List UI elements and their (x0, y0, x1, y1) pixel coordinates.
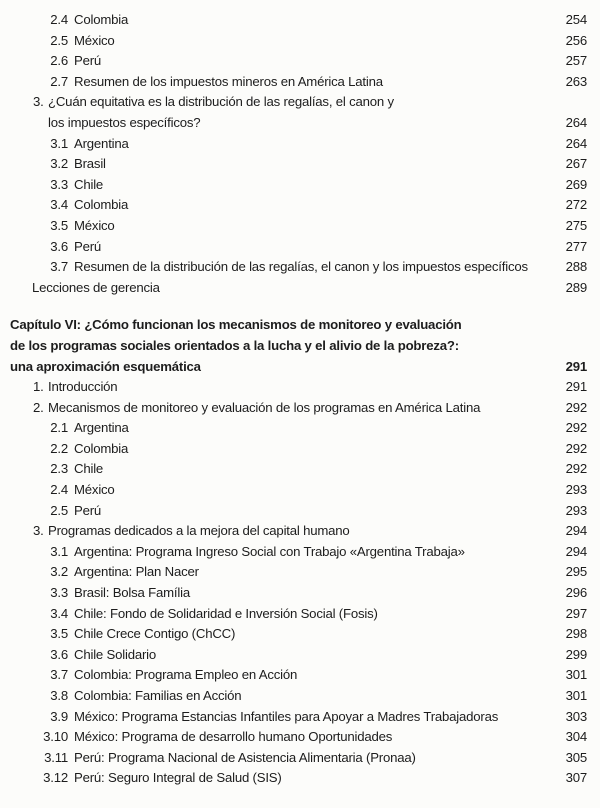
toc-entry-page: 289 (565, 279, 587, 295)
toc-entry-page: 292 (565, 461, 587, 477)
toc-entry-label: Chile (74, 176, 104, 192)
toc-entry-label: Mecanismos de monitoreo y evaluación de los programas en América Latina (48, 399, 481, 415)
toc-entry-number: 3.1 (50, 135, 68, 151)
toc-entry (10, 175, 587, 196)
toc-entry (10, 645, 587, 666)
toc-entry-page: 307 (565, 770, 587, 786)
toc-entry-label: Perú: Seguro Integral de Salud (SIS) (74, 770, 282, 786)
toc-entry (10, 278, 587, 299)
toc-entry-page: 297 (565, 605, 587, 621)
toc-entry (10, 583, 587, 604)
toc-entry-label: Resumen de la distribución de las regalías, el canon y los impuestos específicos (74, 259, 528, 275)
toc-entry (10, 398, 587, 419)
toc-entry-label: Brasil (74, 156, 106, 172)
toc-entry-page: 277 (565, 238, 587, 254)
toc-entry-label: Chile Crece Contigo (ChCC) (74, 626, 236, 642)
toc-entry-page: 254 (565, 12, 587, 27)
toc-entry (10, 480, 587, 501)
toc-entry-label: Colombia (74, 12, 129, 27)
toc-entry (10, 134, 587, 155)
toc-entry-label: Colombia (74, 197, 129, 213)
toc-entry (10, 562, 587, 583)
toc-entry-label: México (74, 32, 115, 48)
toc-entry-label: Perú: Programa Nacional de Asistencia Alimentaria (Pronaa) (74, 749, 416, 765)
toc-entry-label: Resumen de los impuestos mineros en América Latina (74, 73, 383, 89)
toc-entry-number: 2.2 (50, 440, 68, 456)
toc-entry (10, 195, 587, 216)
toc-entry-number: 3.4 (50, 605, 68, 621)
toc-entry-label: Introducción (48, 379, 118, 395)
toc-entry-label: Brasil: Bolsa Família (74, 585, 190, 601)
toc-entry-number: 2.6 (50, 53, 68, 69)
toc-entry-page: 267 (565, 156, 587, 172)
toc-entry (10, 31, 587, 52)
toc-entry-label: Perú (74, 502, 102, 518)
toc-entry-page: 292 (565, 399, 587, 415)
toc-entry-label: México (74, 482, 115, 498)
toc-entry-page: 303 (565, 708, 587, 724)
toc-entry-number: 3. (33, 94, 44, 110)
toc-entry-number: 1. (33, 379, 44, 395)
toc-entry-label: Colombia (74, 440, 129, 456)
toc-entry-page: 295 (565, 564, 587, 580)
toc-entry-label: México: Programa de desarrollo humano Oportunidades (74, 729, 393, 745)
toc-entry-number: 2.5 (50, 502, 68, 518)
toc-entry-continuation (10, 113, 587, 134)
chapter-title-text: Capítulo VI: ¿Cómo funcionan los mecanismos de monitoreo y evaluación (10, 317, 462, 333)
toc-entry-number: 3.6 (50, 646, 68, 662)
toc-entry-page: 275 (565, 217, 587, 233)
toc-entry (10, 154, 587, 175)
toc-entry-number: 3.11 (44, 749, 68, 765)
toc-entry-label: Argentina (74, 135, 129, 151)
toc-entry-page: 272 (565, 197, 587, 213)
toc-entry-number: 3.5 (50, 626, 68, 642)
toc-entry-label: Argentina (74, 420, 129, 436)
toc-entry-page: 291 (565, 379, 587, 395)
toc-entry-page: 294 (565, 523, 587, 539)
toc-entry (10, 521, 587, 542)
toc-entry-number: 3.9 (50, 708, 68, 724)
toc-entry-label: Colombia: Familias en Acción (74, 688, 242, 703)
toc-entry (10, 92, 587, 113)
toc-entry-number: 3.7 (50, 667, 68, 683)
chapter-heading-line (10, 357, 587, 378)
toc-entry-number: 3. (33, 523, 44, 539)
toc-entry-number: 3.12 (43, 770, 68, 786)
chapter-heading-line (10, 315, 587, 336)
toc-entry-page: 269 (565, 176, 587, 192)
toc-entry-page: 256 (565, 32, 587, 48)
toc-entry-page: 296 (565, 585, 587, 601)
toc-entry-number: 2. (33, 399, 44, 415)
toc-entry (10, 686, 587, 707)
toc-entry (10, 439, 587, 460)
toc-entry-page: 304 (565, 729, 587, 745)
toc-entry-number: 3.2 (50, 156, 68, 172)
toc-entry (10, 10, 587, 31)
chapter-heading-line (10, 336, 587, 357)
toc-entry-number: 2.5 (50, 32, 68, 48)
toc-entry-page: 264 (565, 135, 587, 151)
chapter-page: 291 (565, 358, 587, 374)
toc-entry (10, 257, 587, 278)
toc-entry-label: Lecciones de gerencia (32, 279, 160, 295)
toc-entry-page: 298 (565, 626, 587, 642)
toc-entry-label: México (74, 217, 115, 233)
toc-entry-label: Chile (74, 461, 104, 477)
toc-entry-number: 3.3 (50, 585, 68, 601)
toc-entry-number: 2.1 (50, 420, 68, 436)
chapter-title-text: de los programas sociales orientados a la lucha y el alivio de la pobreza?: (10, 337, 459, 353)
toc-entry-page: 293 (565, 502, 587, 518)
toc-entry (10, 665, 587, 686)
toc-entry-label: Perú (74, 238, 102, 254)
toc-entry-label: los impuestos específicos? (48, 114, 201, 130)
toc-entry-page: 293 (565, 482, 587, 498)
toc-entry-label: México: Programa Estancias Infantiles para Apoyar a Madres Trabajadoras (74, 708, 499, 724)
toc-entry-number: 3.8 (50, 688, 68, 703)
chapter-title-text: una aproximación esquemática (10, 358, 201, 374)
toc-entry (10, 72, 587, 93)
toc-entry-label: Perú (74, 53, 102, 69)
toc-entry-number: 2.4 (50, 12, 68, 27)
toc-entry-page: 292 (565, 420, 587, 436)
toc-entry-label: ¿Cuán equitativa es la distribución de las regalías, el canon y (48, 94, 394, 110)
section-spacer (10, 298, 587, 315)
toc-entry (10, 501, 587, 522)
toc-entry-number: 3.5 (50, 217, 68, 233)
toc-entry (10, 542, 587, 563)
toc-entry-label: Chile Solidario (74, 646, 157, 662)
toc-entry (10, 216, 587, 237)
toc-entry (10, 418, 587, 439)
toc-entry (10, 377, 587, 398)
toc-entry-label: Chile: Fondo de Solidaridad e Inversión Social (Fosis) (74, 605, 378, 621)
toc-entry-page: 301 (565, 667, 587, 683)
toc-entry-page: 263 (565, 73, 587, 89)
toc-entry-page: 294 (565, 543, 587, 559)
toc-entry (10, 237, 587, 258)
toc-entry-number: 3.7 (50, 259, 68, 275)
toc-entry (10, 604, 587, 625)
toc-entry (10, 51, 587, 72)
toc-entry-number: 3.3 (50, 176, 68, 192)
toc-entry-page: 264 (565, 114, 587, 130)
toc-entry-number: 2.7 (50, 73, 68, 89)
toc-entry-number: 3.4 (50, 197, 68, 213)
toc-entry (10, 459, 587, 480)
toc-entry-number: 3.1 (50, 543, 68, 559)
toc-entry-number: 3.2 (50, 564, 68, 580)
toc-entry-number: 2.3 (50, 461, 68, 477)
toc-entry-page: 305 (565, 749, 587, 765)
toc-entry-label: Colombia: Programa Empleo en Acción (74, 667, 298, 683)
toc-entry (10, 727, 587, 748)
toc-entry-page: 288 (565, 259, 587, 275)
toc-entry-page: 257 (565, 53, 587, 69)
toc-entry-label: Argentina: Programa Ingreso Social con Trabajo «Argentina Trabaja» (74, 543, 465, 559)
toc-entry-page: 299 (565, 646, 587, 662)
toc-entry-label: Programas dedicados a la mejora del capital humano (48, 523, 350, 539)
toc-entry-page: 292 (565, 440, 587, 456)
toc-entry-label: Argentina: Plan Nacer (74, 564, 199, 580)
toc-entry (10, 768, 587, 789)
toc-entry (10, 624, 587, 645)
toc-entry-page: 301 (565, 688, 587, 703)
toc-entry (10, 707, 587, 728)
toc-entry-number: 2.4 (50, 482, 68, 498)
toc-entry-number: 3.10 (43, 729, 68, 745)
toc-entry (10, 748, 587, 769)
toc-entry-number: 3.6 (50, 238, 68, 254)
